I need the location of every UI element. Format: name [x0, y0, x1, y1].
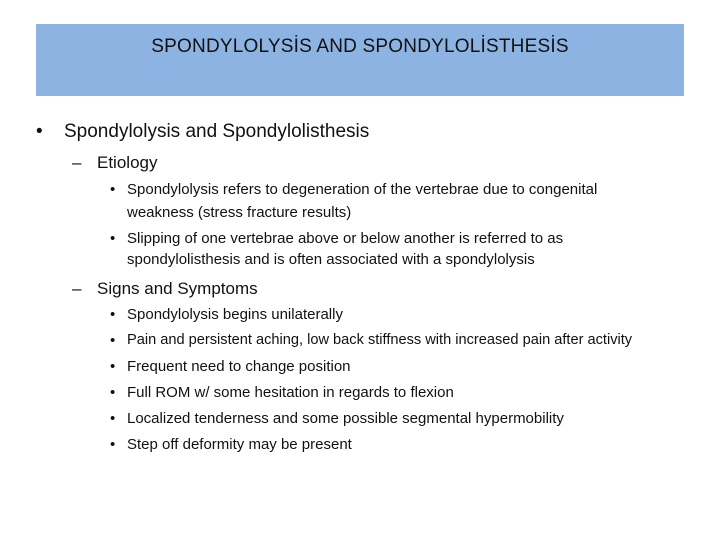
list-item-text: spondylolisthesis and is often associated with a spondylolysis [127, 251, 535, 268]
list-item-text: Spondylolysis begins unilaterally [127, 306, 343, 323]
bullet-marker: • [110, 306, 116, 323]
main-bullet-text: Spondylolysis and Spondylolisthesis [64, 121, 370, 142]
list-item-text: Full ROM w/ some hesitation in regards to flexion [127, 384, 454, 401]
bullet-marker: • [110, 384, 116, 401]
bullet-marker: • [110, 410, 116, 427]
dash-marker: – [72, 279, 82, 298]
list-item-text: Step off deformity may be present [127, 436, 352, 453]
title-bar [36, 24, 684, 96]
bullet-marker: • [110, 230, 116, 247]
list-item-text: Slipping of one vertebrae above or below another is referred to as [127, 230, 564, 247]
bullet-marker: • [110, 332, 116, 349]
bullet-marker: • [110, 358, 116, 375]
list-item-text: weakness (stress fracture results) [127, 204, 352, 221]
section-heading-etiology: Etiology [97, 153, 158, 172]
list-item-text: Localized tenderness and some possible segmental hypermobility [127, 410, 564, 427]
list-item-text: Spondylolysis refers to degeneration of the vertebrae due to congenital [127, 181, 598, 198]
bullet-marker: • [110, 181, 116, 198]
section-heading-signs-symptoms: Signs and Symptoms [97, 279, 258, 298]
dash-marker: – [72, 153, 82, 172]
list-item-text: Frequent need to change position [127, 358, 351, 375]
slide-title: SPONDYLOLYSİS AND SPONDYLOLİSTHESİS [151, 36, 569, 57]
bullet-marker: • [110, 436, 116, 453]
list-item-text: Pain and persistent aching, low back stiffness with increased pain after activity [127, 332, 633, 348]
bullet-marker: • [36, 121, 43, 142]
